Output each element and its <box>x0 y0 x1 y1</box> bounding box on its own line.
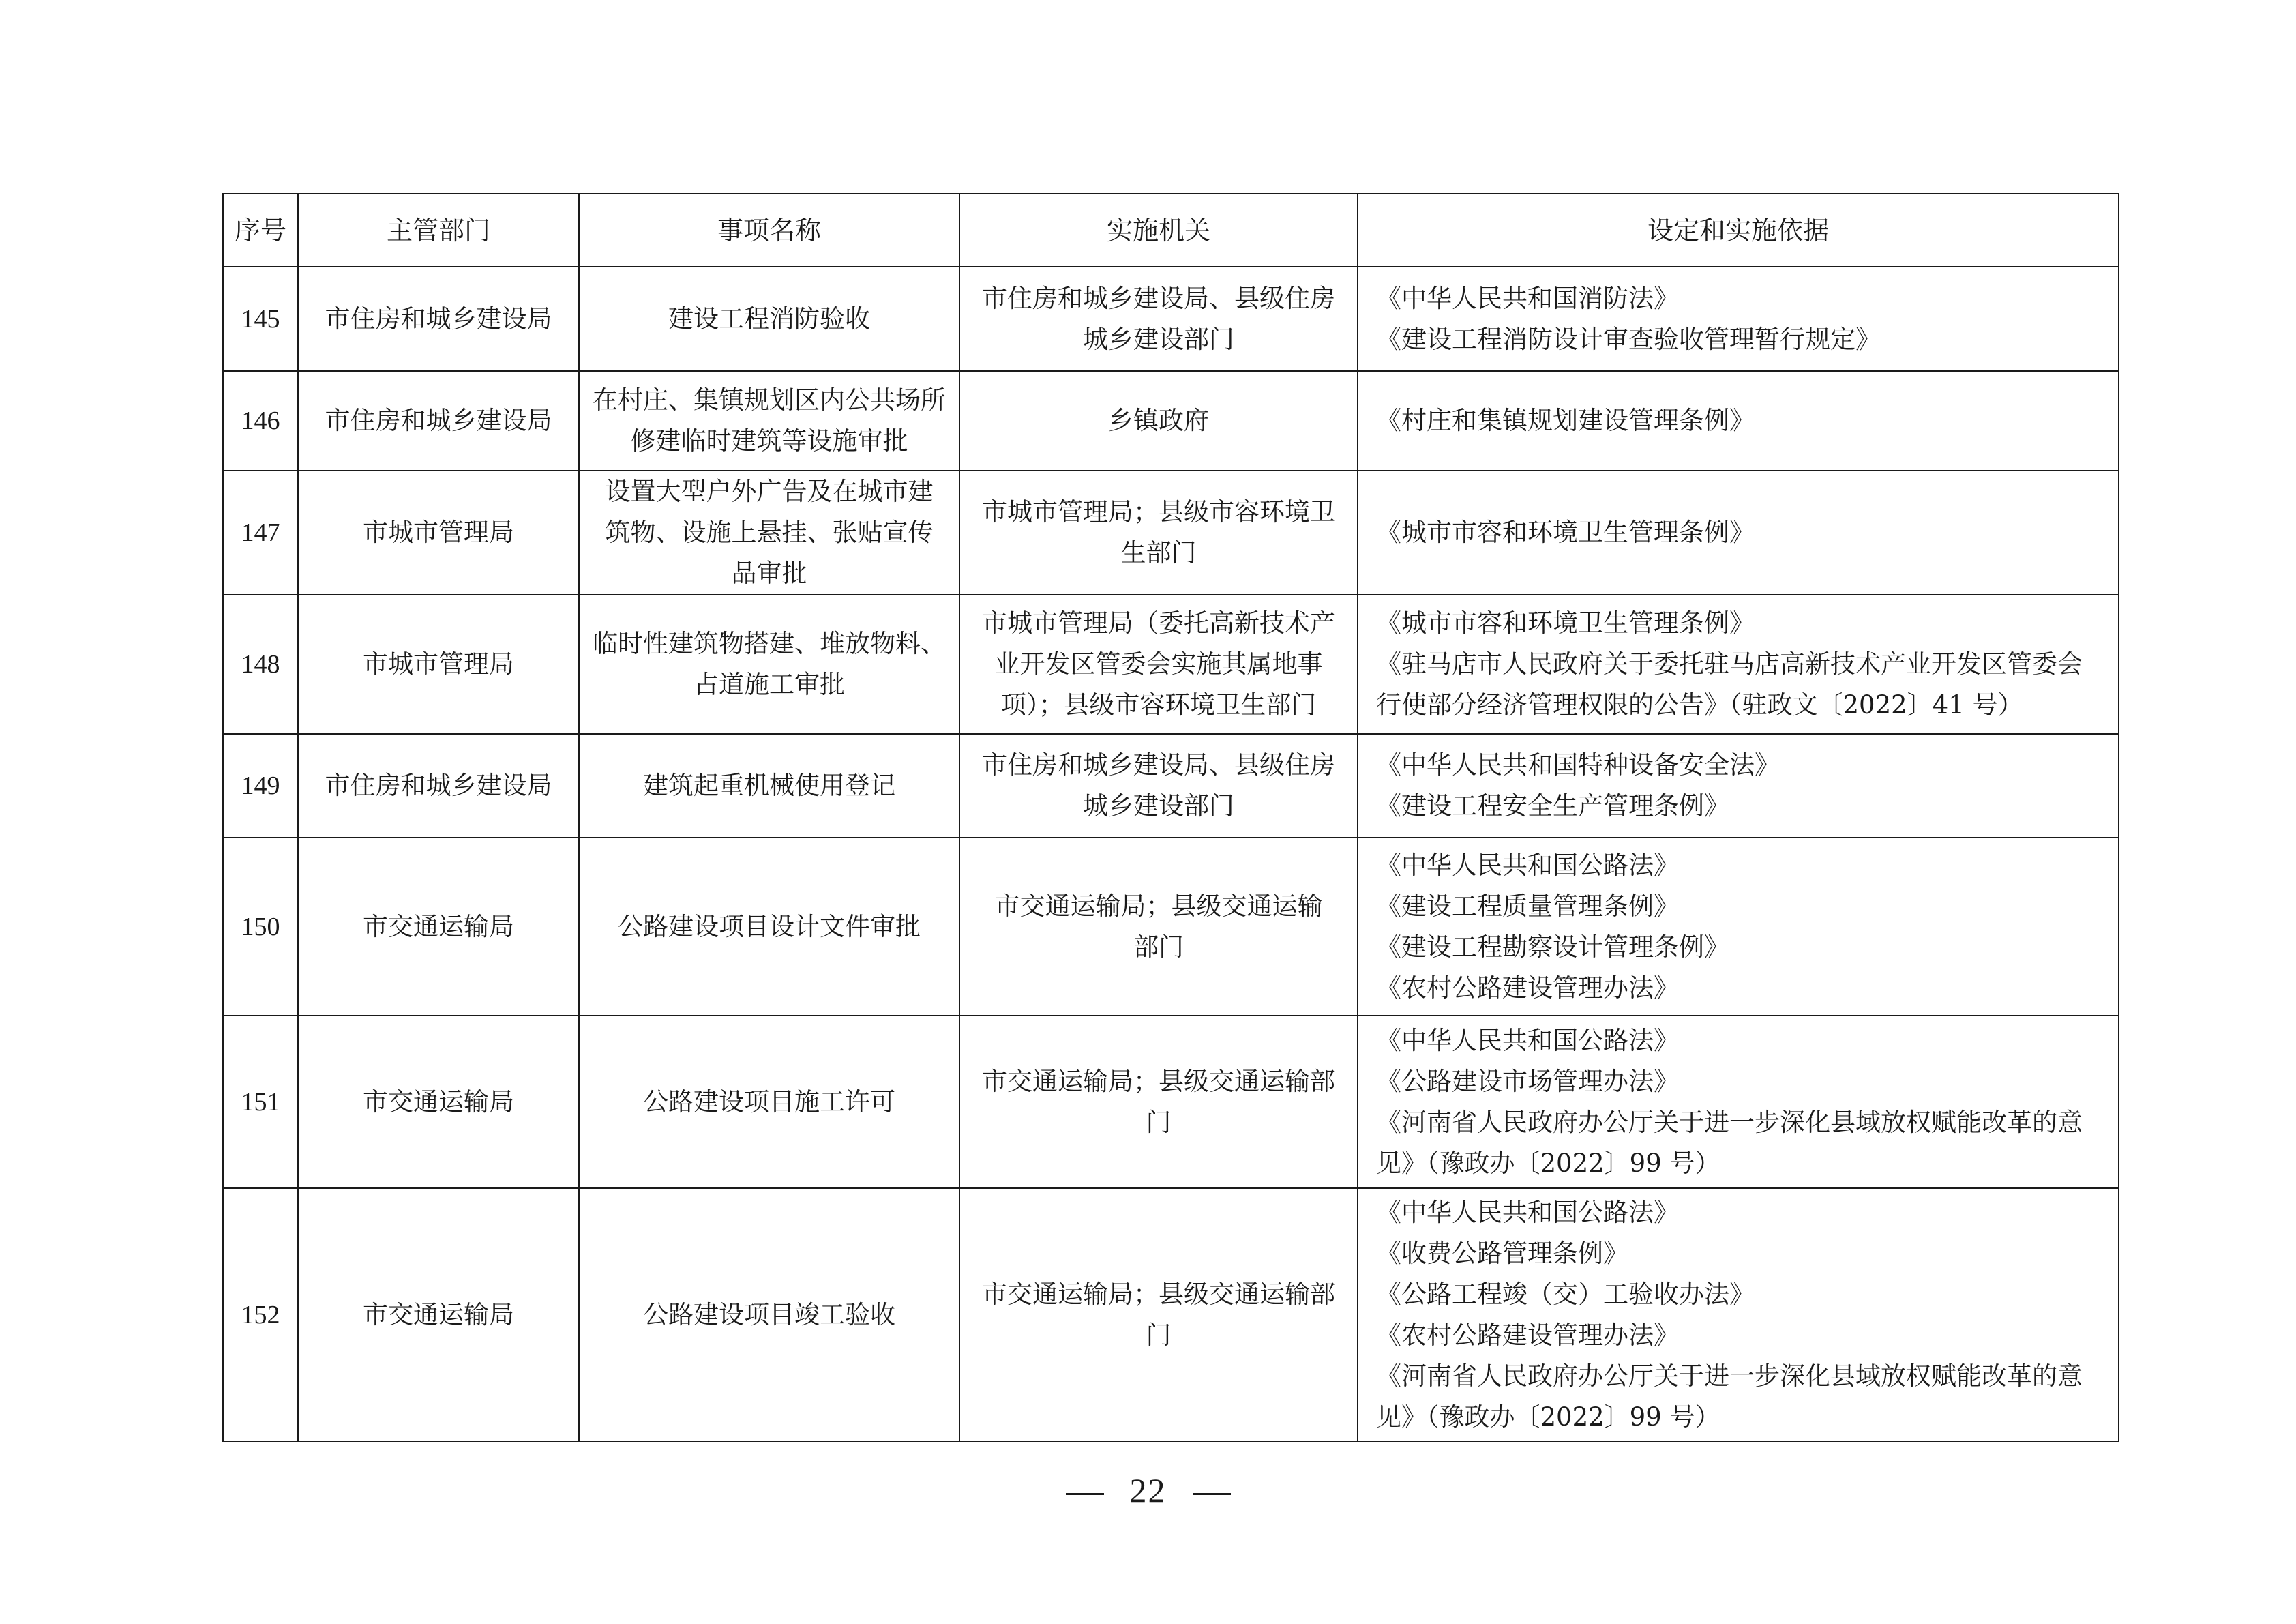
item-name-cell-line: 建设工程消防验收 <box>668 304 870 334</box>
item-name-cell <box>579 734 959 838</box>
item-name-cell-line: 在村庄、集镇规划区内公共场所 <box>593 385 946 415</box>
agency-cell-line: 部门 <box>1133 932 1184 962</box>
agency-cell <box>959 267 1358 371</box>
agency-cell-line: 市住房和城乡建设局、县级住房 <box>982 750 1335 780</box>
item-name-cell <box>579 595 959 734</box>
basis-cell <box>1358 1016 2119 1188</box>
footer-dash-right <box>1193 1493 1231 1495</box>
basis-cell-line: 见》（豫政办〔2022〕99 号） <box>1376 1402 1720 1432</box>
table-header-row <box>223 194 2119 267</box>
header-basis: 设定和实施依据 <box>1358 194 2119 267</box>
basis-cell-line: 《中华人民共和国公路法》 <box>1376 1025 1679 1055</box>
basis-cell-line: 《收费公路管理条例》 <box>1376 1238 1628 1268</box>
table-header <box>223 194 2119 267</box>
basis-cell-line: 《农村公路建设管理办法》 <box>1376 1320 1679 1350</box>
item-name-cell-line: 设置大型户外广告及在城市建 <box>605 477 934 506</box>
basis-cell-line: 《公路建设市场管理办法》 <box>1376 1066 1679 1096</box>
agency-cell <box>959 838 1358 1016</box>
row-number: 145 <box>223 267 298 371</box>
basis-cell-line: 《城市市容和环境卫生管理条例》 <box>1376 608 1755 638</box>
item-name-cell <box>579 1188 959 1441</box>
item-name-cell <box>579 471 959 595</box>
basis-cell <box>1358 838 2119 1016</box>
header-seq: 序号 <box>223 194 298 267</box>
department-cell: 市住房和城乡建设局 <box>298 267 579 371</box>
agency-cell-line: 城乡建设部门 <box>1083 324 1234 354</box>
basis-cell-line: 《中华人民共和国特种设备安全法》 <box>1376 750 1780 780</box>
basis-cell-line: 《建设工程质量管理条例》 <box>1376 891 1679 921</box>
agency-cell <box>959 471 1358 595</box>
basis-cell-line: 《公路工程竣（交）工验收办法》 <box>1376 1279 1755 1309</box>
row-number: 151 <box>223 1016 298 1188</box>
basis-cell-line: 《中华人民共和国公路法》 <box>1376 850 1679 880</box>
basis-cell-line: 见》（豫政办〔2022〕99 号） <box>1376 1148 1720 1178</box>
basis-cell-line: 《中华人民共和国消防法》 <box>1376 283 1679 313</box>
table-row <box>223 838 2119 1016</box>
item-name-cell <box>579 1016 959 1188</box>
basis-cell-line: 《村庄和集镇规划建设管理条例》 <box>1376 406 1755 435</box>
header-department: 主管部门 <box>298 194 579 267</box>
agency-cell-line: 业开发区管委会实施其属地事 <box>994 649 1323 679</box>
agency-cell <box>959 595 1358 734</box>
agency-cell-line: 市交通运输局；县级交通运输部门 <box>982 1279 1335 1350</box>
table-row <box>223 1188 2119 1441</box>
agency-cell-line: 城乡建设部门 <box>1083 791 1234 821</box>
page-footer <box>0 1470 2296 1511</box>
item-name-cell-line: 建筑起重机械使用登记 <box>643 771 895 800</box>
agency-cell <box>959 1016 1358 1188</box>
table-row <box>223 1016 2119 1188</box>
table-row <box>223 595 2119 734</box>
agency-cell-line: 市城市管理局；县级市容环境卫 <box>982 497 1335 527</box>
approval-items-table <box>222 193 2119 1442</box>
agency-cell <box>959 371 1358 471</box>
header-item-name: 事项名称 <box>579 194 959 267</box>
item-name-cell-line: 占道施工审批 <box>694 670 845 699</box>
table-row <box>223 371 2119 471</box>
table-row <box>223 734 2119 838</box>
agency-cell-line: 市城市管理局（委托高新技术产 <box>982 608 1335 638</box>
agency-cell <box>959 1188 1358 1441</box>
item-name-cell <box>579 267 959 371</box>
table-row <box>223 471 2119 595</box>
department-cell: 市交通运输局 <box>298 1016 579 1188</box>
agency-cell-line: 项）；县级市容环境卫生部门 <box>1000 690 1317 720</box>
department-cell: 市交通运输局 <box>298 1188 579 1441</box>
agency-cell-line: 市交通运输局；县级交通运输部门 <box>982 1066 1335 1137</box>
department-cell: 市城市管理局 <box>298 471 579 595</box>
agency-cell-line: 市住房和城乡建设局、县级住房 <box>982 283 1335 313</box>
department-cell: 市住房和城乡建设局 <box>298 371 579 471</box>
department-cell: 市城市管理局 <box>298 595 579 734</box>
basis-cell-line: 《河南省人民政府办公厅关于进一步深化县域放权赋能改革的意 <box>1376 1107 2083 1137</box>
row-number: 149 <box>223 734 298 838</box>
row-number: 150 <box>223 838 298 1016</box>
agency-cell-line: 生部门 <box>1120 538 1197 567</box>
basis-cell-line: 《建设工程勘察设计管理条例》 <box>1376 932 1729 962</box>
basis-cell-line: 《中华人民共和国公路法》 <box>1376 1197 1679 1227</box>
item-name-cell-line: 公路建设项目竣工验收 <box>643 1299 895 1329</box>
agency-cell <box>959 734 1358 838</box>
page-number: 22 <box>1129 1471 1167 1509</box>
row-number: 146 <box>223 371 298 471</box>
basis-cell-line: 行使部分经济管理权限的公告》（驻政文〔2022〕41 号） <box>1376 690 2023 720</box>
basis-cell-line: 《建设工程消防设计审查验收管理暂行规定》 <box>1376 324 1881 354</box>
header-agency: 实施机关 <box>959 194 1358 267</box>
item-name-cell-line: 公路建设项目设计文件审批 <box>618 911 921 941</box>
basis-cell <box>1358 1188 2119 1441</box>
agency-cell-line: 市交通运输局；县级交通运输 <box>994 891 1323 921</box>
department-cell: 市住房和城乡建设局 <box>298 734 579 838</box>
department-cell: 市交通运输局 <box>298 838 579 1016</box>
basis-cell <box>1358 267 2119 371</box>
item-name-cell-line: 筑物、设施上悬挂、张贴宣传 <box>605 518 934 547</box>
basis-cell <box>1358 371 2119 471</box>
row-number: 147 <box>223 471 298 595</box>
agency-cell-line: 乡镇政府 <box>1108 406 1209 435</box>
basis-cell-line: 《河南省人民政府办公厅关于进一步深化县域放权赋能改革的意 <box>1376 1361 2083 1391</box>
item-name-cell-line: 修建临时建筑等设施审批 <box>630 426 908 456</box>
item-name-cell <box>579 838 959 1016</box>
item-name-cell-line: 公路建设项目施工许可 <box>643 1087 895 1117</box>
item-name-cell-line: 临时性建筑物搭建、堆放物料、 <box>593 629 946 658</box>
basis-cell <box>1358 471 2119 595</box>
item-name-cell <box>579 371 959 471</box>
basis-cell <box>1358 734 2119 838</box>
basis-cell-line: 《农村公路建设管理办法》 <box>1376 973 1679 1003</box>
table-row <box>223 267 2119 371</box>
table-body <box>223 267 2119 1441</box>
basis-cell-line: 《驻马店市人民政府关于委托驻马店高新技术产业开发区管委会 <box>1376 649 2083 679</box>
basis-cell-line: 《建设工程安全生产管理条例》 <box>1376 791 1729 821</box>
basis-cell-line: 《城市市容和环境卫生管理条例》 <box>1376 518 1755 547</box>
item-name-cell-line: 品审批 <box>731 559 807 588</box>
row-number: 148 <box>223 595 298 734</box>
footer-dash-left <box>1066 1493 1104 1495</box>
basis-cell <box>1358 595 2119 734</box>
row-number: 152 <box>223 1188 298 1441</box>
